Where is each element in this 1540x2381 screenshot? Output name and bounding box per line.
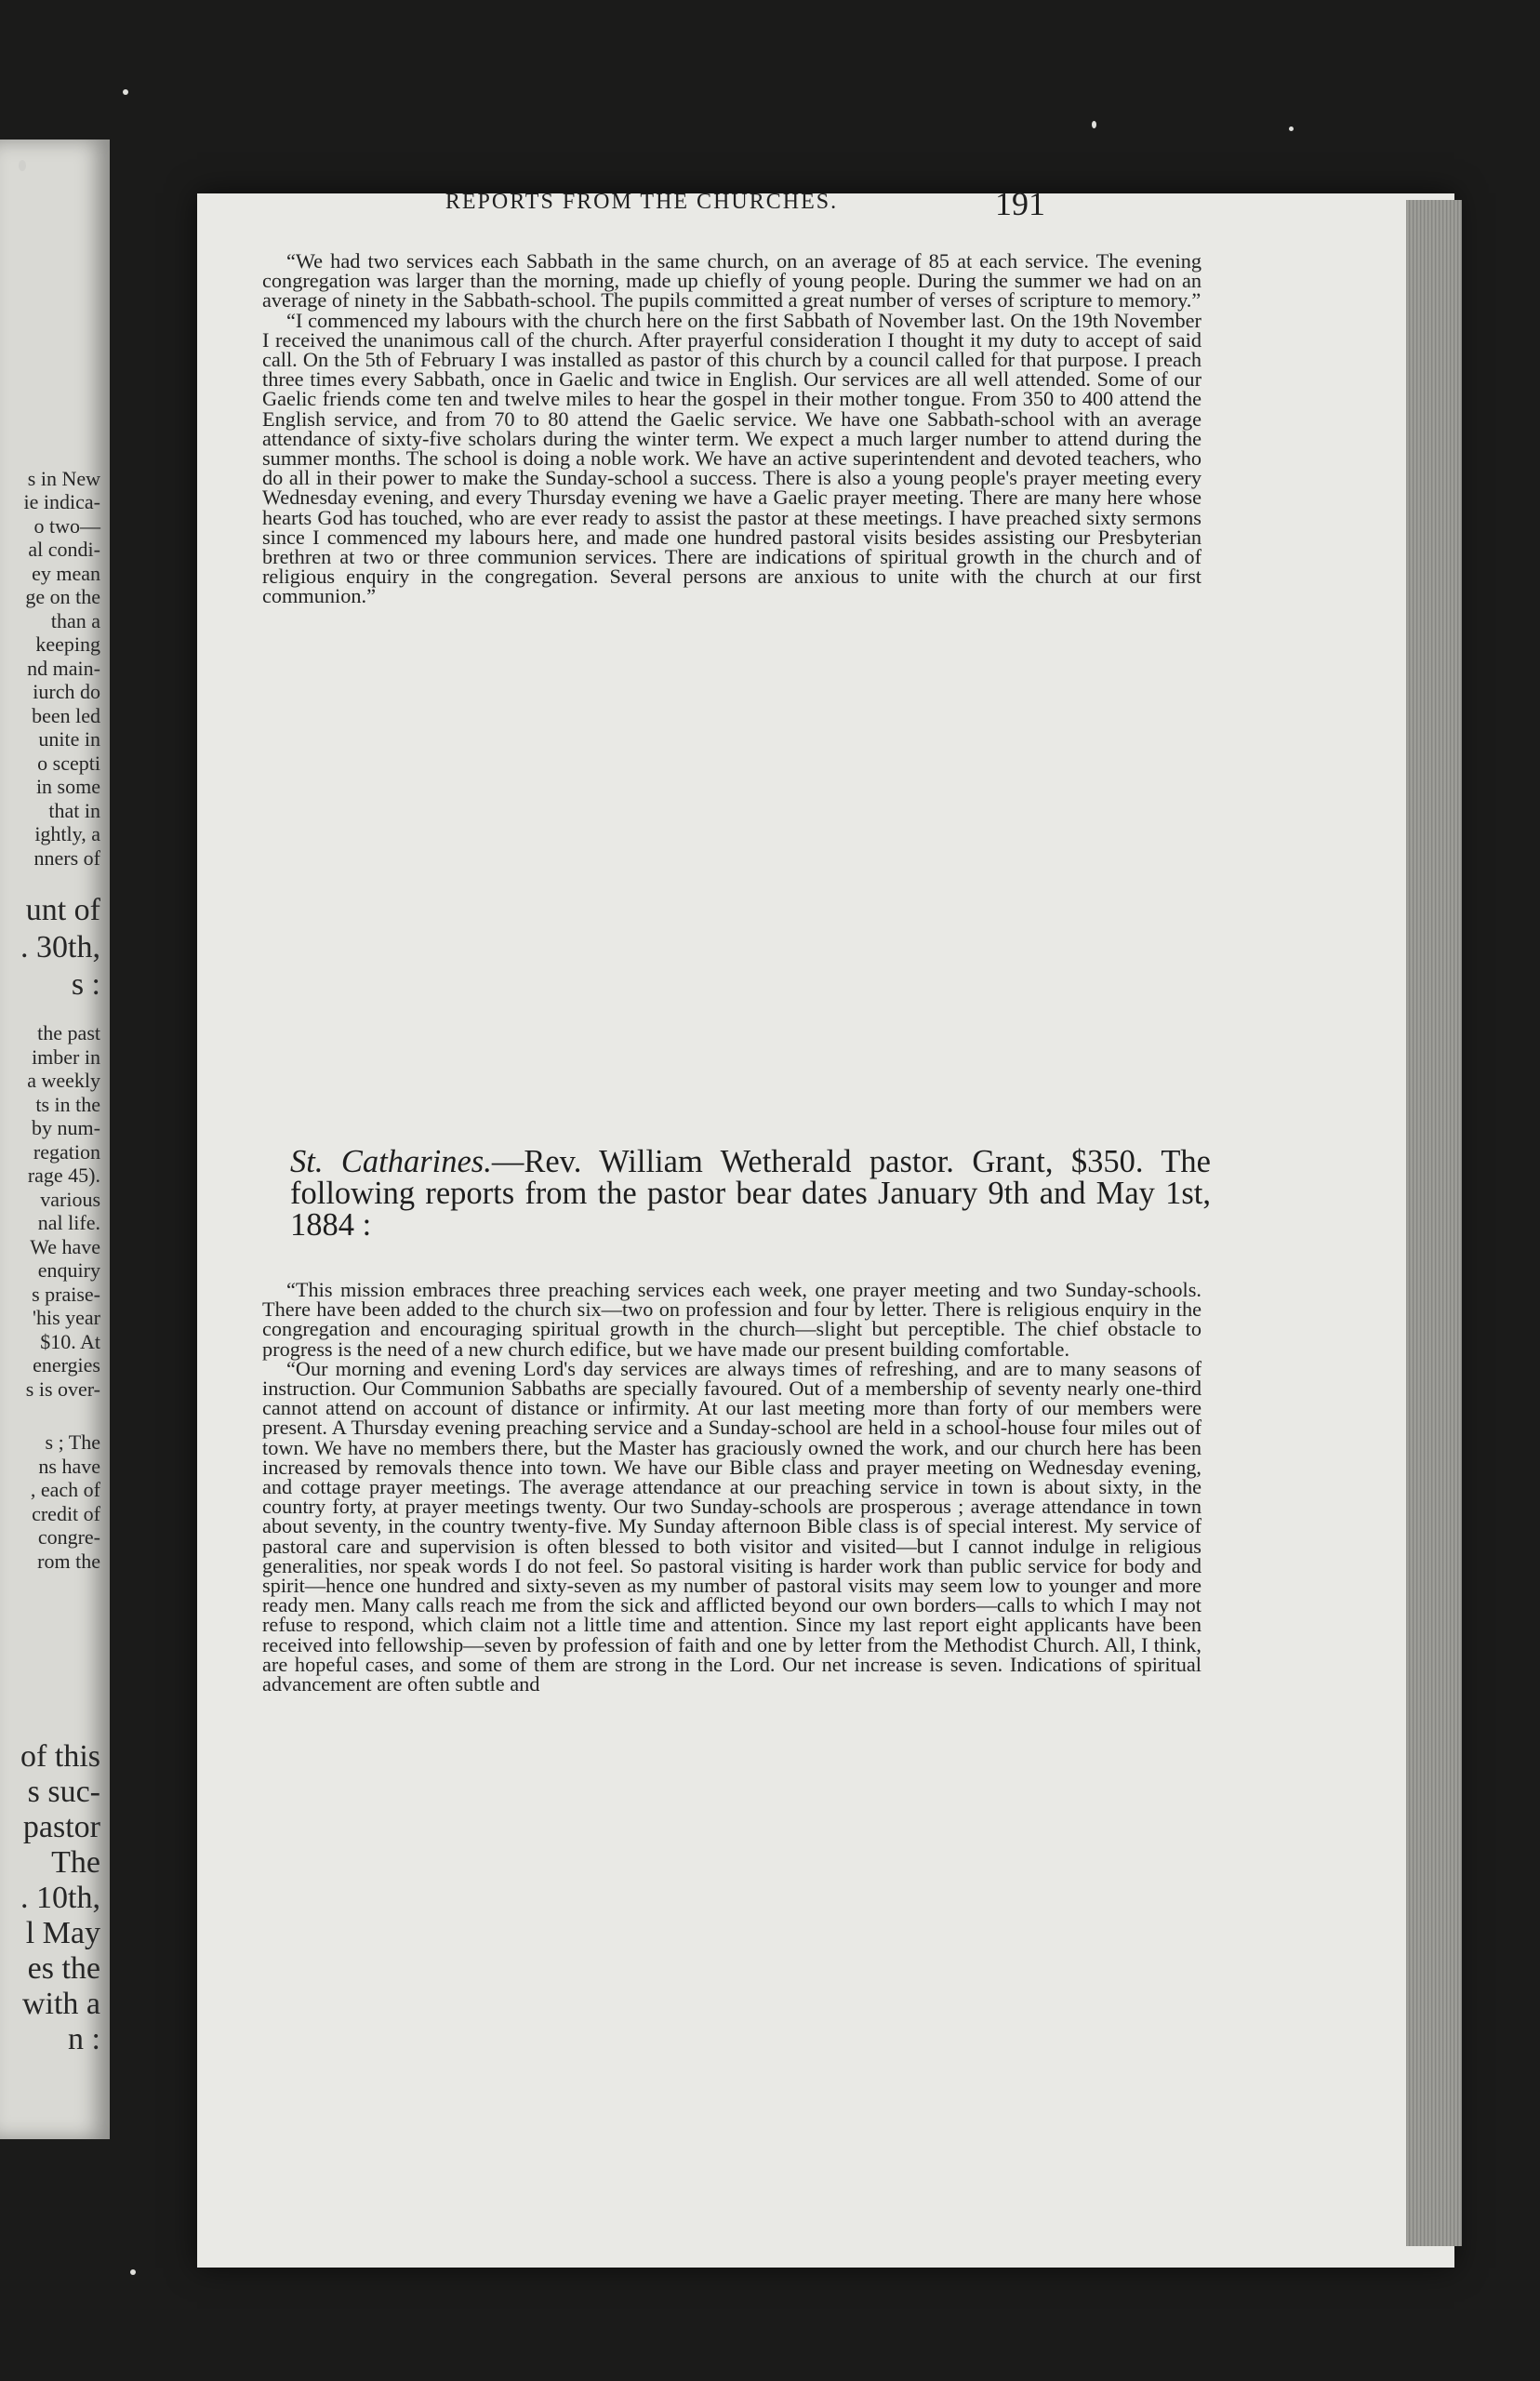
left-page-line: by num- (32, 1116, 100, 1139)
left-page-line: o two— (33, 514, 100, 538)
left-page-line: n : (68, 2022, 100, 2056)
left-page-line: rage 45). (27, 1164, 100, 1187)
report-section-2 (262, 1280, 1201, 1694)
left-page-line: ge on the (25, 585, 100, 608)
left-page-line: 'his year (33, 1306, 100, 1329)
left-page-line: s is over- (25, 1377, 100, 1401)
left-page-line: al condi- (28, 538, 100, 561)
left-page-line: nd main- (27, 657, 100, 680)
left-page-line: with a (21, 1987, 100, 2021)
left-page-line: s ; The (45, 1430, 100, 1454)
dust-speck (1092, 121, 1096, 128)
left-page-line: ns have (38, 1455, 100, 1478)
left-page-line: that in (48, 799, 100, 822)
left-page-line: s suc- (27, 1775, 100, 1809)
report-section-1 (262, 251, 1201, 606)
left-page-line: ts in the (35, 1093, 100, 1116)
left-page-line: . 30th, (20, 930, 100, 964)
paragraph: “I commenced my labours with the church here on the first Sabbath of November last. On the 19th November I received the unanimous call of the church. After prayerful consideration I thought it my duty to accept of said call. On the 5th of February I was installed as pastor of this church by a council called for that purpose. I preach three times every Sabbath, once in Gaelic and twice in English. Our services are all well attended. Some of our Gaelic friends come ten and twelve miles to hear the gospel in their mother tongue. From 350 to 400 attend the English service, and from 70 to 80 attend the Gaelic service. We have one Sabbath-school with an average attendance of sixty-five scholars during the winter term. We expect a much larger number to attend during the summer months. The school is doing a noble work. We have an active superintendent and devoted teachers, who do all in their power to make the Sunday-school a success. There is also a young people's prayer meeting every Wednesday evening, and every Thursday evening we have a Gaelic prayer meeting. There are many here whose hearts God has touched, who are ever ready to assist the pastor at these meetings. I have preached sixty sermons since I commenced my labours here, and made one hundred pastoral visits besides assisting our Presbyterian brethren at two or three communion services. There are indications of spiritual growth in the church and of religious enquiry in the congregation. Several persons are anxious to unite with the church at our first communion.” (262, 308, 1201, 608)
left-page-line: s praise- (32, 1283, 100, 1306)
heading-text: —Rev. William Wetherald pastor. Grant, $350. The following reports from the pastor bear dates January 9th and May 1st, 1884 : (290, 1144, 1211, 1243)
left-page-line: ie indica- (23, 490, 100, 513)
left-page-line: rom the (37, 1550, 100, 1573)
left-page-line: s : (71, 967, 100, 1002)
paragraph: “Our morning and evening Lord's day services are always times of refreshing, and are to many seasons of instruction. Our Communion Sabbaths are specially favoured. Out of a membership of seventy nearly one-third cannot attend on account of distance or infirmity. At our last meeting more than forty of our members were present. A Thursday evening preaching service and a Sunday-school are held in a school-house four miles out of town. We have no members there, but the Master has graciously owned the work, and our church here has been increased by removals thence into town. We have our Bible class and prayer meeting on Wednesday evening, and cottage prayer meetings. The average attendance at our preaching service in town is about sixty, in the country forty, at prayer meetings twenty. Our two Sunday-schools are prosperous ; average attendance in town about seventy, in the country twenty-five. My Sunday afternoon Bible class is of special interest. My service of pastoral care and supervision is often blessed to both visitor and visited—but I cannot indulge in religious generalities, nor speak words I do not feel. So pastoral visiting is harder work than public service for body and spirit—hence one hundred and sixty-seven as my number of pastoral visits may seem low to younger and more ready men. Many calls reach me from the sick and afflicted beyond our own borders—calls to which I may not refuse to respond, which claim not a little time and attention. Since my last report eight applicants have been received into fellowship—seven by profession of faith and one by letter from the Methodist Church. All, I think, are hopeful cases, and some of them are strong in the Lord. Our net increase is seven. Indications of spiritual advancement are often subtle and (262, 1356, 1201, 1696)
left-page-line: than a (50, 609, 100, 632)
left-page-line: credit of (32, 1502, 100, 1525)
left-page-line: energies (33, 1353, 100, 1377)
left-page-line: various (40, 1188, 100, 1211)
left-page-line: been led (32, 704, 100, 727)
left-page-line: pastor (22, 1810, 100, 1844)
left-page-line: enquiry (37, 1258, 100, 1282)
left-page-line: unite in (38, 727, 100, 751)
left-page-line: in some (35, 775, 100, 798)
left-facing-page (0, 140, 110, 2139)
left-page-line: keeping (35, 632, 100, 656)
left-page-line: iurch do (33, 680, 100, 703)
left-page-line: regation (33, 1140, 100, 1164)
left-page-line: l May (25, 1916, 100, 1950)
left-page-line: nners of (33, 846, 100, 870)
left-page-line: the past (37, 1021, 100, 1044)
left-page-line: a weekly (27, 1069, 100, 1092)
place-name: St. Catharines. (290, 1144, 492, 1179)
dust-speck (19, 160, 26, 171)
paragraph: “This mission embraces three preaching services each week, one prayer meeting and two Sunday-schools. There have been added to the church six—two on profession and four by letter. There is religious enquiry in the congregation and encouraging spiritual growth in the church—slight but perceptible. The chief obstacle to progress is the need of a new church edifice, but we have made our present building comfortable. (262, 1278, 1201, 1361)
left-page-line: congre- (37, 1525, 100, 1549)
left-page-line: es the (27, 1951, 100, 1986)
left-page-line: $10. At (40, 1330, 100, 1353)
running-head (298, 185, 1190, 227)
paragraph: “We had two services each Sabbath in the same church, on an average of 85 at each service. The evening congregation was larger than the morning, made up chiefly of young people. During the summer we had on an average of ninety in the Sabbath-school. The pupils committed a great number of verses of scripture to memory.” (262, 249, 1201, 313)
left-page-line: The (51, 1845, 100, 1880)
page-edge-stack (1406, 200, 1462, 2246)
dust-speck (130, 2269, 136, 2275)
left-page-line: , each of (30, 1478, 100, 1501)
left-page-line: o scepti (37, 752, 100, 775)
left-page-line: s in New (27, 467, 100, 490)
page-number: 191 (995, 185, 1045, 222)
left-page-line: imber in (32, 1045, 100, 1069)
left-page-line: of this (20, 1739, 100, 1774)
left-page-line: We have (30, 1235, 100, 1258)
left-page-line: . 10th, (20, 1881, 100, 1915)
section-heading-st-catharines (290, 1146, 1211, 1241)
dust-speck (1289, 126, 1294, 131)
left-page-line: ey mean (32, 562, 100, 585)
dust-speck (123, 89, 128, 95)
left-page-line: ightly, a (34, 822, 100, 845)
left-page-line: unt of (25, 893, 100, 927)
left-page-line: nal life. (37, 1211, 100, 1234)
running-title: REPORTS FROM THE CHURCHES. (445, 190, 839, 214)
